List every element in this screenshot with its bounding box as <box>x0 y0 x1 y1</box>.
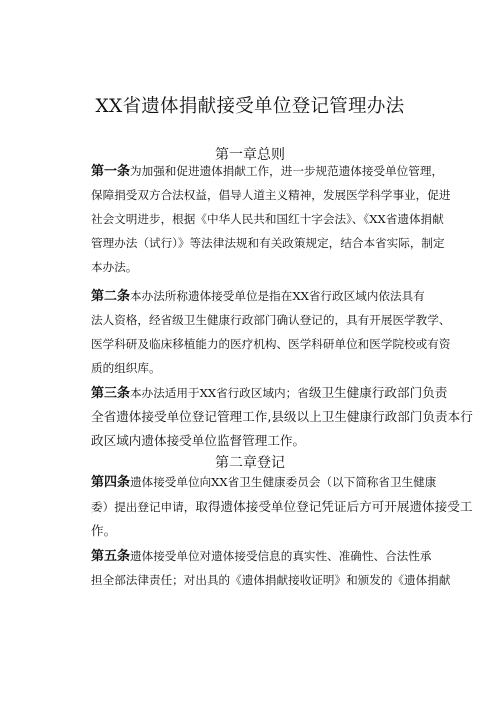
article-1-label: 第一条 <box>91 164 131 179</box>
article-2-line-1: 第二条本办法所称遗体接受单位是指在XX省行政区域内依法具有 <box>91 289 425 304</box>
article-2-line-2: 法人资格，经省级卫生健康行政部门确认登记的，具有开展医学教学、 <box>91 313 451 327</box>
article-2-label: 第二条 <box>91 289 131 304</box>
article-3-line-3: 政区域内遗体接受单位监督管理工作。 <box>91 433 306 448</box>
article-3-line-1: 第三条本办法适用于XX省行政区域内；省级卫生健康行政部门负责 <box>91 385 448 401</box>
chapter-heading-1: 第一章总则 <box>215 147 285 163</box>
article-1-line-5: 本办法。 <box>91 260 138 274</box>
article-3-line-2: 全省遗体接受单位登记管理工作,县级以上卫生健康行政部门负责本行 <box>91 409 473 424</box>
article-3-label: 第三条 <box>91 386 131 401</box>
article-1-line-2: 保障捐受双方合法权益，倡导人道主义精神，发展医学科学事业，促进 <box>91 188 451 202</box>
article-1-line-1: 第一条为加强和促进遗体捐献工作，进一步规范遗体接受单位管理， <box>91 164 444 179</box>
article-4-label: 第四条 <box>91 475 131 490</box>
article-2-line-3: 医学科研及临床移植能力的医疗机构、医学科研单位和医学院校或有资 <box>91 337 451 351</box>
article-4-line-3: 作。 <box>91 523 117 538</box>
article-4-line-1: 第四条遗体接受单位向XX省卫生健康委员会（以下简称省卫生健康 <box>91 475 437 490</box>
article-5-label: 第五条 <box>91 549 131 564</box>
article-4-line-2: 委）提出登记申请，取得遗体接受单位登记凭证后方可开展遗体接受工 <box>91 499 473 514</box>
article-1-line-4: 管理办法（试行）》等法律法规和有关政策规定，结合本省实际，制定 <box>91 236 445 250</box>
chapter-heading-2: 第二章登记 <box>215 455 285 471</box>
article-1-line-3: 社会文明进步，根据《中华人民共和国红十字会法》、《XX省遗体捐献 <box>91 212 444 226</box>
article-5-line-1: 第五条遗体接受单位对遗体接受信息的真实性、准确性、合法性承 <box>91 549 432 564</box>
document-title: XX省遗体捐献接受单位登记管理办法 <box>95 96 405 117</box>
article-5-line-2: 担全部法律责任；对出具的《遗体捐献接收证明》和颁发的《遗体捐献 <box>91 573 451 587</box>
article-2-line-4: 质的组织库。 <box>91 361 161 375</box>
